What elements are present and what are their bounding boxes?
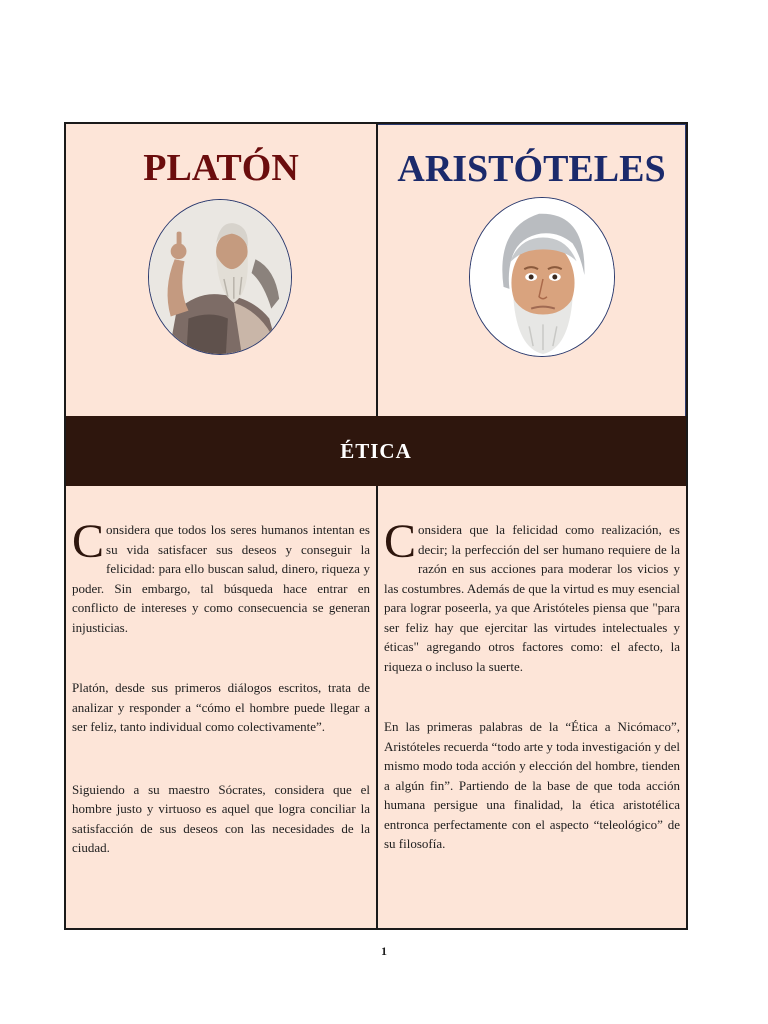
section-band [66, 416, 686, 486]
page-number: 1 [381, 944, 387, 958]
aristotle-paragraph-2: En las primeras palabras de la “Ética a Nicómaco”, Aristóteles recuerda “todo arte y toda investigación y del mismo modo toda acción y elección del hombre, tienden a algún fin”. Partiendo de la base de que toda acción humana persigue una finalidad, la ética aristotélica entronca perfectamente con el aspecto “teleológico” de su filosofía. [384, 719, 681, 851]
plato-title: PLATÓN [143, 147, 299, 189]
plato-text-cell [66, 486, 378, 928]
plato-paragraph-1-text: onsidera que todos los seres humanos intentan es su vida satisfacer sus deseos y conseguir la felicidad: para ello buscan salud, dinero, riqueza y poder. Sin embargo, tal búsqueda hace entrar en conflicto de intereses y como consecuencia se generan injusticias. [72, 522, 370, 635]
comparison-table [64, 122, 688, 930]
aristotle-paragraph-1-text: onsidera que la felicidad como realización, es decir; la perfección del ser humano requiere de la razón en sus acciones para moderar los vicios y las costumbres. Además de que la virtud es muy esencial para lograr poseerla, ya que Aristóteles piensa que "para ser feliz hay que ejercitar las virtudes intelectuales y éticas" agregando otros factores como: el afecto, la riqueza o incluso la suerte. [384, 522, 680, 674]
aristotle-header-cell [378, 124, 686, 416]
plato-header-cell [66, 124, 378, 416]
plato-dropcap: C [72, 515, 105, 568]
aristotle-text-cell [378, 486, 686, 928]
plato-paragraph-2: Platón, desde sus primeros diálogos escritos, trata de analizar y responder a “cómo el hombre puede llegar a ser feliz, tanto individual como colectivamente”. [72, 680, 370, 734]
section-title: ÉTICA [340, 438, 412, 463]
aristotle-portrait [469, 197, 615, 357]
plato-paragraph-1 [72, 515, 370, 637]
plato-portrait [148, 199, 292, 355]
aristotle-title: ARISTÓTELES [397, 148, 666, 190]
aristotle-dropcap: C [384, 515, 417, 568]
plato-paragraph-3: Siguiendo a su maestro Sócrates, considera que el hombre justo y virtuoso es aquel que logra conciliar la satisfacción de sus deseos con las necesidades de la ciudad. [72, 781, 370, 855]
aristotle-paragraph-1 [384, 515, 680, 676]
